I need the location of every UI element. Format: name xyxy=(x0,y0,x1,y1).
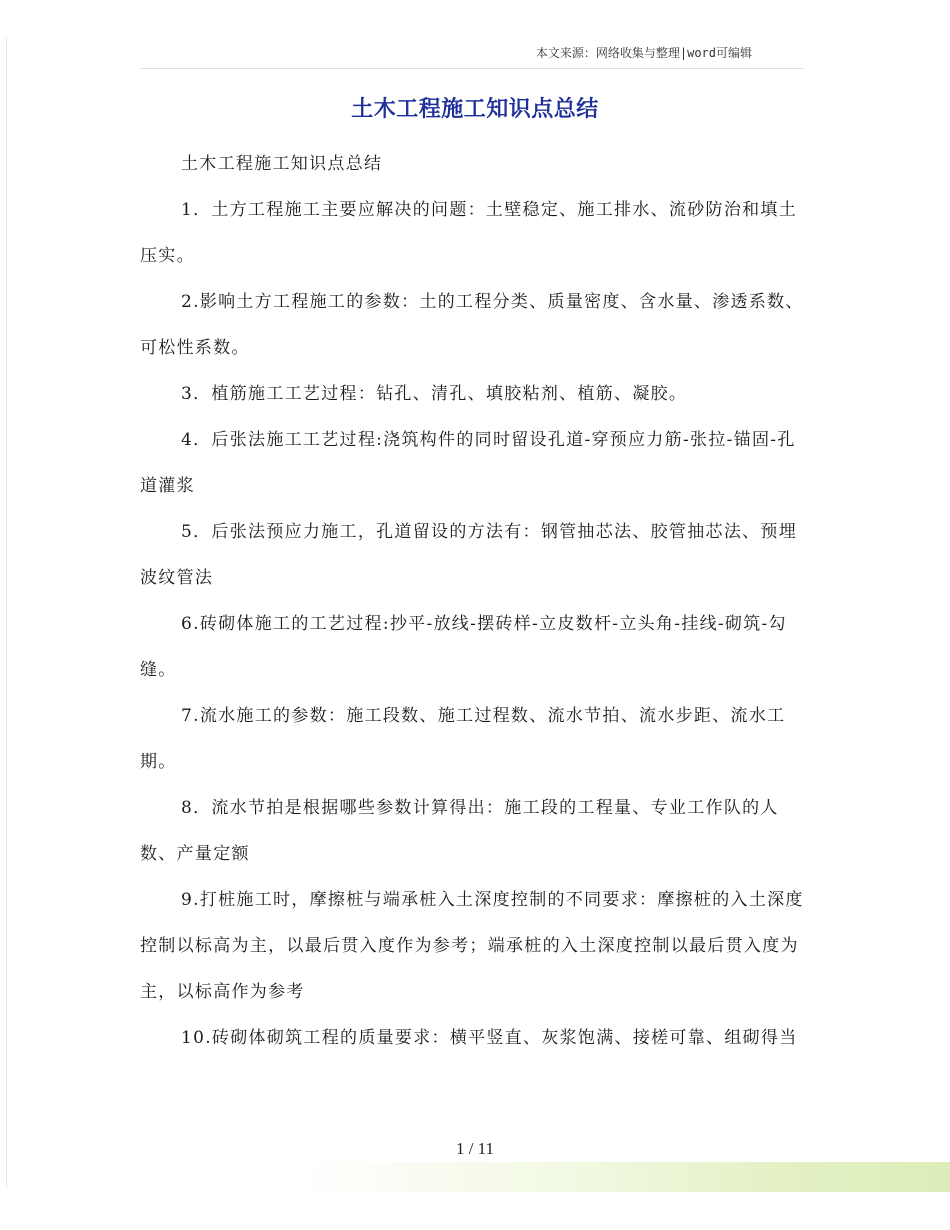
document-title: 土木工程施工知识点总结 xyxy=(351,97,599,122)
paragraph: 5．后张法预应力施工，孔道留设的方法有：钢管抽芯法、胶管抽芯法、预埋波纹管法 xyxy=(140,522,798,588)
paragraph: 2.影响土方工程施工的参数：土的工程分类、质量密度、含水量、渗透系数、可松性系数。 xyxy=(140,292,804,358)
header-divider xyxy=(140,68,804,69)
paragraph: 1．土方工程施工主要应解决的问题：土壁稳定、施工排水、流砂防治和填土压实。 xyxy=(140,200,798,266)
header-source-note: 本文来源：网络收集与整理|word可编辑 xyxy=(535,46,752,60)
page-edge-line xyxy=(6,38,7,1188)
paragraph: 4．后张法施工工艺过程:浇筑构件的同时留设孔道-穿预应力筋-张拉-锚固-孔道灌浆 xyxy=(140,430,796,496)
paragraph: 8．流水节拍是根据哪些参数计算得出：施工段的工程量、专业工作队的人数、产量定额 xyxy=(140,798,779,864)
paragraph: 土木工程施工知识点总结 xyxy=(181,154,383,174)
paragraph: 10.砖砌体砌筑工程的质量要求：横平竖直、灰浆饱满、接槎可靠、组砌得当 xyxy=(181,1028,798,1048)
paragraph: 3．植筋施工工艺过程：钻孔、清孔、填胶粘剂、植筋、凝胶。 xyxy=(181,384,688,404)
footer-decorative-band xyxy=(300,1162,950,1192)
paragraph: 6.砖砌体施工的工艺过程:抄平-放线-摆砖样-立皮数杆-立头角-挂线-砌筑-勾缝。 xyxy=(140,614,787,680)
page-number: 1 / 11 xyxy=(455,1139,495,1158)
paragraph: 7.流水施工的参数：施工段数、施工过程数、流水节拍、流水步距、流水工期。 xyxy=(140,706,786,772)
paragraph: 9.打桩施工时，摩擦桩与端承桩入土深度控制的不同要求：摩擦桩的入土深度控制以标高为主，以最后贯入度作为参考；端承桩的入土深度控制以最后贯入度为主，以标高作为参考 xyxy=(140,890,804,1002)
document-body xyxy=(140,141,808,1061)
